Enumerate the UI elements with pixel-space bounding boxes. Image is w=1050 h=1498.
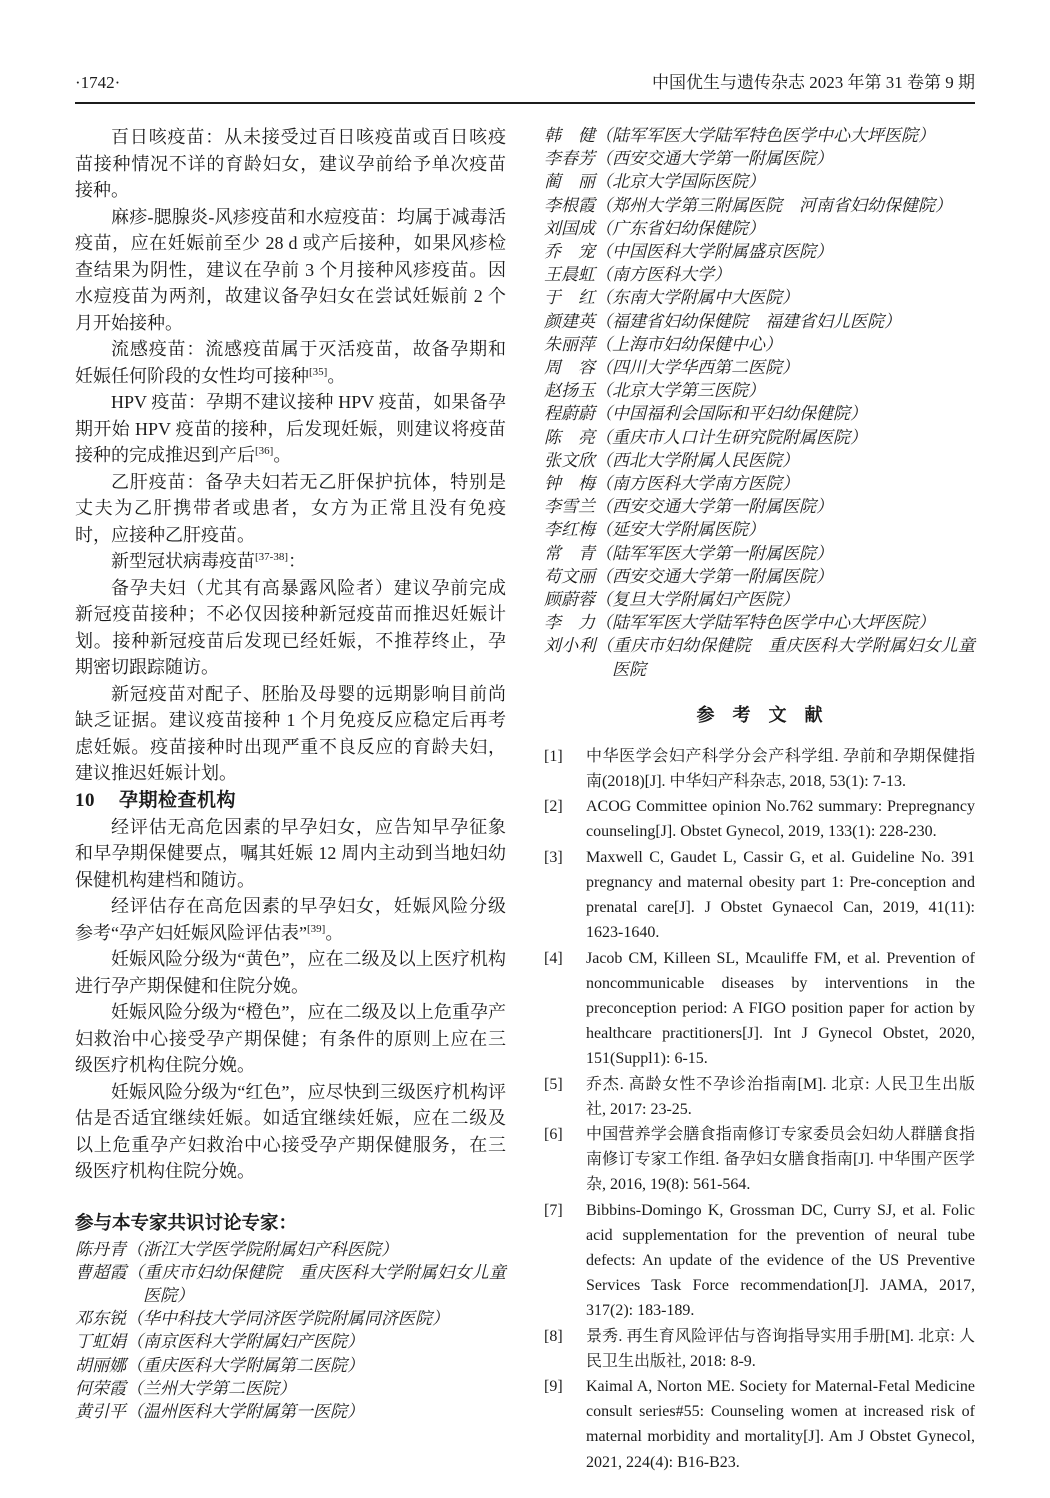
pregnancy-check-paragraphs xyxy=(75,814,506,1185)
expert-list-item: 朱丽萍（上海市妇幼保健中心） xyxy=(544,334,782,354)
expert-list-item: 韩 健（陆军军医大学陆军特色医学中心大坪医院） xyxy=(544,126,935,145)
reference-text: 中国营养学会膳食指南修订专家委员会妇幼人群膳食指南修订专家工作组. 备孕妇女膳食指南[J]. 中华围产医学杂, 2016, 19(8): 561-564. xyxy=(586,1125,975,1194)
reference-text: 乔杰. 高龄女性不孕诊治指南[M]. 北京: 人民卫生出版社, 2017: 23-25. xyxy=(586,1075,975,1118)
expert-list-item: 刘小利（重庆市妇幼保健院 重庆医科大学附属妇女儿童医院 xyxy=(544,636,975,679)
body-paragraph: 经评估无高危因素的早孕妇女，应告知早孕征象和早孕期保健要点，嘱其妊娠 12 周内主动到当地妇幼保健机构建档和随访。 xyxy=(75,816,506,890)
section-title: 孕期检查机构 xyxy=(119,789,237,811)
reference-number: [5] xyxy=(544,1075,563,1093)
reference-text: Maxwell C, Gaudet L, Cassir G, et al. Guideline No. 391 pregnancy and maternal obesity part 1: Pre-conception and prenatal care[J]. J Obstet Gynaecol Can, 2019, 41(11): 1623-1640. xyxy=(586,848,975,942)
right-column xyxy=(544,124,975,1475)
expert-list-item: 丁虹娟（南京医科大学附属妇产医院） xyxy=(75,1332,364,1352)
reference-item xyxy=(544,1198,975,1324)
section-heading xyxy=(75,787,506,814)
reference-text: 景秀. 再生育风险评估与咨询指导实用手册[M]. 北京: 人民卫生出版社, 2018: 8-9. xyxy=(586,1327,975,1370)
expert-list-item: 张文欣（西北大学附属人民医院） xyxy=(544,450,799,470)
reference-number: [2] xyxy=(544,798,563,816)
page-number: ·1742· xyxy=(75,73,121,92)
expert-list-item: 李雪兰（西安交通大学第一附属医院） xyxy=(544,497,833,517)
expert-list-item: 顾蔚蓉（复旦大学附属妇产医院） xyxy=(544,590,799,610)
reference-text: Kaimal A, Norton ME. Society for Maternal-Fetal Medicine consult series#55: Counseling women at increased risk of maternal morbidity and mortality[J]. Am J Obstet Gynecol, 2021, 224(4): B16-B23. xyxy=(586,1377,975,1471)
reference-item xyxy=(544,845,975,946)
expert-list-item: 李 力（陆军军医大学陆军特色医学中心大坪医院） xyxy=(544,613,935,633)
body-paragraph: 妊娠风险分级为“红色”，应尽快到三级医疗机构评估是否适宜继续妊娠。如适宜继续妊娠，应在二级及以上危重孕产妇救治中心接受孕产期保健服务，在三级医疗机构住院分娩。 xyxy=(75,1081,506,1181)
reference-number: [3] xyxy=(544,848,563,866)
body-paragraph: 经评估存在高危因素的早孕妇女，妊娠风险分级参考“孕产妇妊娠风险评估表”[39]。 xyxy=(75,896,506,943)
left-column xyxy=(75,124,506,1475)
expert-list-item: 常 青（陆军军医大学第一附属医院） xyxy=(544,543,833,563)
references-list xyxy=(544,744,975,1475)
reference-number: [1] xyxy=(544,747,563,765)
expert-list-item: 何荣霞（兰州大学第二医院） xyxy=(75,1378,296,1398)
expert-list-item: 李根霞（郑州大学第三附属医院 河南省妇幼保健院） xyxy=(544,195,952,215)
expert-list-item: 周 容（四川大学华西第二医院） xyxy=(544,358,799,378)
expert-list-item: 钟 梅（南方医科大学南方医院） xyxy=(544,474,799,494)
reference-item xyxy=(544,1324,975,1374)
expert-list-item: 蔺 丽（北京大学国际医院） xyxy=(544,172,765,192)
body-paragraph: 备孕夫妇（尤其有高暴露风险者）建议孕前完成新冠疫苗接种；不必仅因接种新冠疫苗而推迟妊娠计划。接种新冠疫苗后发现已经妊娠，不推荐终止，孕期密切跟踪随访。 xyxy=(75,577,506,677)
expert-list-item: 胡丽娜（重庆医科大学附属第二医院） xyxy=(75,1355,364,1375)
reference-text: Jacob CM, Killeen SL, Mcauliffe FM, et al. Prevention of noncommunicable diseases by interventions in the preconception period: A FIGO position paper for action by healthcare practitioners[J]. Int J Gynecol Obstet, 2020, 151(Suppl1): 6-15. xyxy=(586,949,975,1068)
expert-list-item: 曹超霞（重庆市妇幼保健院 重庆医科大学附属妇女儿童医院） xyxy=(75,1262,506,1305)
experts-heading: 参与本专家共识讨论专家： xyxy=(75,1211,298,1233)
expert-list-item: 陈 亮（重庆市人口计生研究院附属医院） xyxy=(544,427,867,447)
citation-superscript: [35] xyxy=(309,365,328,378)
reference-number: [9] xyxy=(544,1377,563,1395)
body-paragraph: 新冠疫苗对配子、胚胎及母婴的远期影响目前尚缺乏证据。建议疫苗接种 1 个月免疫反应稳定后再考虑妊娠。疫苗接种时出现严重不良反应的育龄夫妇，建议推迟妊娠计划。 xyxy=(75,683,506,783)
references-heading: 参 考 文 献 xyxy=(696,704,823,725)
body-paragraph: HPV 疫苗：孕期不建议接种 HPV 疫苗，如果备孕期开始 HPV 疫苗的接种，后发现妊娠，则建议将疫苗接种的完成推迟到产后[36]。 xyxy=(75,392,506,465)
expert-list-item: 李春芳（西安交通大学第一附属医院） xyxy=(544,149,833,169)
expert-list-item: 于 红（东南大学附属中大医院） xyxy=(544,288,799,308)
reference-number: [8] xyxy=(544,1327,563,1345)
reference-number: [4] xyxy=(544,949,563,967)
body-paragraph: 妊娠风险分级为“黄色”，应在二级及以上医疗机构进行孕产期保健和住院分娩。 xyxy=(75,949,506,996)
reference-item xyxy=(544,744,975,794)
experts-list-left xyxy=(75,1238,506,1424)
journal-issue-title: 中国优生与遗传杂志 2023 年第 31 卷第 9 期 xyxy=(652,73,975,92)
expert-list-item: 颜建英（福建省妇幼保健院 福建省妇儿医院） xyxy=(544,311,901,331)
expert-list-item: 邓东锐（华中科技大学同济医学院附属同济医院） xyxy=(75,1309,449,1329)
expert-list-item: 陈丹青（浙江大学医学院附属妇产科医院） xyxy=(75,1239,398,1259)
vaccine-paragraphs xyxy=(75,124,506,787)
expert-list-item: 乔 宠（中国医科大学附属盛京医院） xyxy=(544,242,833,262)
body-paragraph: 乙肝疫苗：备孕夫妇若无乙肝保护抗体，特别是丈夫为乙肝携带者或患者，女方为正常且没有免疫时，应接种乙肝疫苗。 xyxy=(75,471,506,545)
citation-superscript: [39] xyxy=(306,922,326,935)
expert-list-item: 李红梅（延安大学附属医院） xyxy=(544,520,765,540)
body-paragraph: 妊娠风险分级为“橙色”，应在二级及以上危重孕产妇救治中心接受孕产期保健；有条件的原则上应在三级医疗机构住院分娩。 xyxy=(75,1002,506,1075)
expert-list-item: 王晨虹（南方医科大学） xyxy=(544,265,731,285)
reference-item xyxy=(544,1374,975,1475)
expert-list-item: 黄引平（温州医科大学附属第一医院） xyxy=(75,1401,364,1421)
reference-number: [6] xyxy=(544,1125,563,1143)
body-paragraph: 麻疹-腮腺炎-风疹疫苗和水痘疫苗：均属于减毒活疫苗，应在妊娠前至少 28 d 或产后接种，如果风疹检查结果为阴性，建议在孕前 3 个月接种风疹疫苗。因水痘疫苗为两剂，故建议备孕妇女在尝试妊娠前 2 个月开始接种。 xyxy=(75,206,506,333)
two-column-body xyxy=(75,124,975,1475)
body-paragraph: 流感疫苗：流感疫苗属于灭活疫苗，故备孕期和妊娠任何阶段的女性均可接种[35]。 xyxy=(75,339,506,386)
reference-item xyxy=(544,946,975,1072)
page-header xyxy=(75,68,975,104)
reference-text: ACOG Committee opinion No.762 summary: Prepregnancy counseling[J]. Obstet Gynecol, 2019, 133(1): 228-230. xyxy=(586,798,975,841)
body-paragraph: 百日咳疫苗：从未接受过百日咳疫苗或百日咳疫苗接种情况不详的育龄妇女，建议孕前给予单次疫苗接种。 xyxy=(75,127,506,200)
reference-number: [7] xyxy=(544,1201,563,1219)
reference-item xyxy=(544,794,975,844)
experts-list-right xyxy=(544,124,975,681)
expert-list-item: 程蔚蔚（中国福利会国际和平妇幼保健院） xyxy=(544,404,867,424)
body-paragraph: 新型冠状病毒疫苗[37-38]： xyxy=(111,551,306,571)
citation-superscript: [37-38] xyxy=(255,551,288,563)
section-number: 10 xyxy=(75,789,95,811)
citation-superscript: [36] xyxy=(255,445,274,457)
expert-list-item: 赵扬玉（北京大学第三医院） xyxy=(544,381,765,401)
expert-list-item: 刘国成（广东省妇幼保健院） xyxy=(544,218,765,238)
reference-item xyxy=(544,1122,975,1198)
reference-text: 中华医学会妇产科学分会产科学组. 孕前和孕期保健指南(2018)[J]. 中华妇产科杂志, 2018, 53(1): 7-13. xyxy=(586,747,975,791)
reference-item xyxy=(544,1072,975,1122)
reference-text: Bibbins-Domingo K, Grossman DC, Curry SJ, et al. Folic acid supplementation for the prevention of neural tube defects: An update of the evidence of the US Preventive Services Task Force recommendation[J]. JAMA, 2017, 317(2): 183-189. xyxy=(586,1201,975,1320)
expert-list-item: 苟文丽（西安交通大学第一附属医院） xyxy=(544,566,833,586)
